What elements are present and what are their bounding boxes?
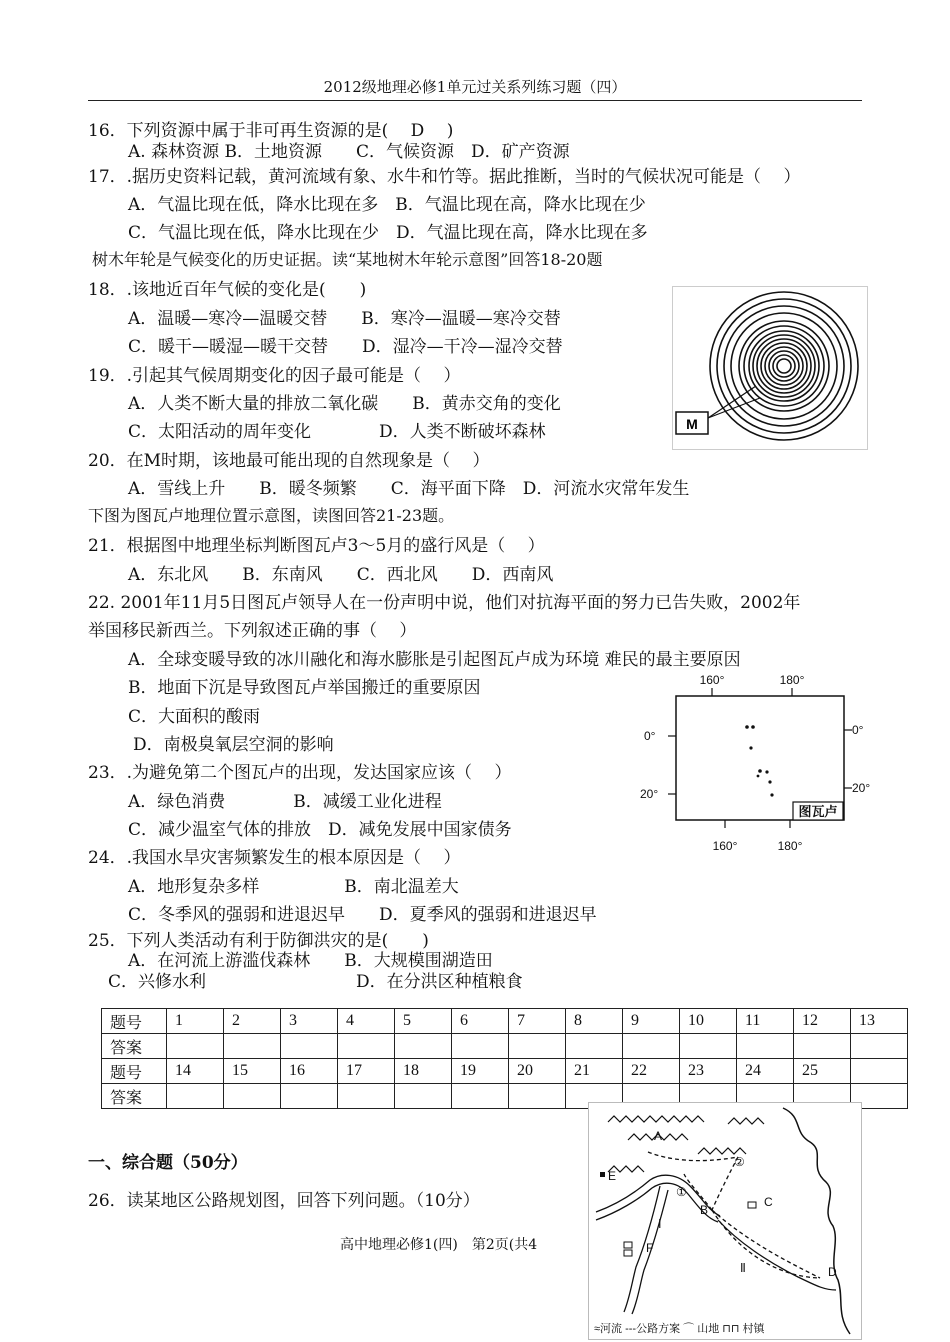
tree-ring-figure <box>672 286 868 450</box>
question-22-option-b: B．地面下沉是导致图瓦卢举国搬迁的重要原因 <box>128 678 481 698</box>
question-24-options-2: C．冬季风的强弱和进退迟早 D．夏季风的强弱和进退迟早 <box>128 905 597 925</box>
answer-cell <box>851 1034 908 1059</box>
answer-cell <box>623 1034 680 1059</box>
answer-cell <box>224 1084 281 1109</box>
lon-label-top-160: 160° <box>699 673 725 687</box>
question-24-options-1: A．地形复杂多样 B．南北温差大 <box>128 877 459 897</box>
question-17-options-2: C．气温比现在低，降水比现在少 D．气温比现在高，降水比现在多 <box>128 223 648 243</box>
point-f: F <box>646 1241 654 1255</box>
question-number-cell: 22 <box>623 1059 680 1084</box>
table-header-cell: 题号 <box>102 1009 167 1034</box>
point-a: A <box>654 1129 663 1143</box>
question-number-cell: 20 <box>509 1059 566 1084</box>
table-row <box>102 1059 908 1084</box>
question-16-stem: 16．下列资源中属于非可再生资源的是( D ) <box>88 121 454 141</box>
table-row <box>102 1009 908 1034</box>
question-21-stem: 21．根据图中地理坐标判断图瓦卢3～5月的盛行风是（ ） <box>88 536 545 556</box>
question-20-stem: 20．在M时期，该地最可能出现的自然现象是（ ） <box>88 451 490 471</box>
question-number-cell: 2 <box>224 1009 281 1034</box>
question-25-option-d: D．在分洪区种植粮食 <box>356 972 523 992</box>
lon-label-bottom-160: 160° <box>712 839 738 853</box>
question-number-cell: 17 <box>338 1059 395 1084</box>
point-b: B <box>700 1203 709 1217</box>
question-number-cell: 6 <box>452 1009 509 1034</box>
tuvalu-map-figure <box>630 670 880 860</box>
question-23-options-2: C．减少温室气体的排放 D．减免发展中国家债务 <box>128 820 512 840</box>
question-number-cell: 9 <box>623 1009 680 1034</box>
question-number-cell: 7 <box>509 1009 566 1034</box>
question-number-cell: 3 <box>281 1009 338 1034</box>
lon-label-bottom-180: 180° <box>777 839 803 853</box>
section-title: 一、综合题（50分） <box>88 1153 248 1173</box>
question-number-cell: 18 <box>395 1059 452 1084</box>
answer-cell <box>338 1084 395 1109</box>
question-number-cell: 10 <box>680 1009 737 1034</box>
answer-cell <box>167 1034 224 1059</box>
route-2-label: ② <box>734 1155 745 1169</box>
page-footer: 高中地理必修1(四) 第2页(共4 <box>340 1237 538 1253</box>
lat-label-left-0: 0° <box>644 729 656 743</box>
point-d: D <box>828 1265 837 1279</box>
answer-cell <box>452 1034 509 1059</box>
point-c: C <box>764 1195 773 1209</box>
question-23-stem: 23．.为避免第二个图瓦卢的出现，发达国家应该（ ） <box>88 763 512 783</box>
intro-21-23: 下图为图瓦卢地理位置示意图，读图回答21-23题。 <box>88 506 455 525</box>
road-plan-map-figure <box>588 1102 862 1340</box>
question-23-options-1: A．绿色消费 B．减缓工业化进程 <box>128 792 442 812</box>
lon-label-top-180: 180° <box>779 673 805 687</box>
answer-cell <box>680 1034 737 1059</box>
question-22-option-a: A．全球变暖导致的冰川融化和海水膨胀是引起图瓦卢成为环境 难民的最主要原因 <box>128 650 741 670</box>
answer-table <box>101 1008 908 1109</box>
question-number-cell: 19 <box>452 1059 509 1084</box>
answer-cell <box>452 1084 509 1109</box>
question-number-cell: 11 <box>737 1009 794 1034</box>
question-25-stem: 25．下列人类活动有利于防御洪灾的是( ) <box>88 931 429 951</box>
question-22-stem-1: 22. 2001年11月5日图瓦卢领导人在一份声明中说，他们对抗海平面的努力已告失败，2002年 <box>88 593 801 613</box>
question-number-cell: 23 <box>680 1059 737 1084</box>
route-ii-label: Ⅱ <box>740 1261 746 1275</box>
question-25-option-c: C．兴修水利 <box>108 972 207 992</box>
question-18-stem: 18．.该地近百年气候的变化是( ) <box>88 280 367 300</box>
question-number-cell: 4 <box>338 1009 395 1034</box>
answer-cell <box>509 1034 566 1059</box>
tuvalu-islands <box>745 725 773 796</box>
question-18-options-1: A．温暖—寒冷—温暖交替 B．寒冷—温暖—寒冷交替 <box>128 309 561 329</box>
question-number-cell <box>851 1059 908 1084</box>
answer-cell <box>338 1034 395 1059</box>
table-row <box>102 1034 908 1059</box>
question-18-options-2: C．暖干—暖湿—暖干交替 D．湿冷—干冷—湿冷交替 <box>128 337 563 357</box>
answer-cell <box>566 1034 623 1059</box>
answer-cell <box>281 1034 338 1059</box>
question-number-cell: 8 <box>566 1009 623 1034</box>
road-map-legend: ≈河流 ---公路方案 ⌒ 山地 ⊓⊓ 村镇 <box>594 1323 765 1335</box>
question-21-options: A．东北风 B．东南风 C．西北风 D．西南风 <box>128 565 554 585</box>
page-header: 2012级地理必修1单元过关系列练习题（四） <box>88 76 862 101</box>
lat-label-left-20: 20° <box>640 787 659 801</box>
question-number-cell: 25 <box>794 1059 851 1084</box>
question-16-options: A. 森林资源 B．土地资源 C．气候资源 D．矿产资源 <box>128 142 570 162</box>
question-number-cell: 12 <box>794 1009 851 1034</box>
question-20-options: A．雪线上升 B．暖冬频繁 C．海平面下降 D．河流水灾常年发生 <box>128 479 690 499</box>
tuvalu-label: 图瓦卢 <box>798 805 838 820</box>
answer-cell <box>395 1084 452 1109</box>
question-19-options-2: C．太阳活动的周年变化 D．人类不断破坏森林 <box>128 422 546 442</box>
question-number-cell: 21 <box>566 1059 623 1084</box>
question-19-options-1: A．人类不断大量的排放二氧化碳 B．黄赤交角的变化 <box>128 394 561 414</box>
question-24-stem: 24．.我国水旱灾害频繁发生的根本原因是（ ） <box>88 848 461 868</box>
answer-cell <box>794 1034 851 1059</box>
answer-cell <box>167 1084 224 1109</box>
question-number-cell: 14 <box>167 1059 224 1084</box>
question-19-stem: 19．.引起其气候周期变化的因子最可能是（ ） <box>88 366 461 386</box>
question-22-stem-2: 举国移民新西兰。下列叙述正确的事（ ） <box>88 621 417 641</box>
question-17-options-1: A．气温比现在低，降水比现在多 B．气温比现在高，降水比现在少 <box>128 195 646 215</box>
question-number-cell: 1 <box>167 1009 224 1034</box>
route-1-label: ① <box>676 1185 687 1199</box>
answer-cell <box>509 1084 566 1109</box>
table-header-cell: 答案 <box>102 1084 167 1109</box>
answer-cell <box>737 1034 794 1059</box>
question-26-stem: 26．读某地区公路规划图，回答下列问题。（10分） <box>88 1191 480 1211</box>
question-number-cell: 16 <box>281 1059 338 1084</box>
question-number-cell: 24 <box>737 1059 794 1084</box>
table-header-cell: 题号 <box>102 1059 167 1084</box>
question-22-option-d: D．南极臭氧层空洞的影响 <box>133 735 334 755</box>
intro-18-20: 树木年轮是气候变化的历史证据。读“某地树木年轮示意图”回答18-20题 <box>92 250 603 269</box>
question-22-option-c: C．大面积的酸雨 <box>128 707 261 727</box>
m-label: M <box>686 416 698 432</box>
question-25-options-1: A．在河流上游滥伐森林 B．大规模围湖造田 <box>128 951 493 971</box>
answer-cell <box>281 1084 338 1109</box>
lat-label-right-0: 0° <box>852 723 864 737</box>
answer-cell <box>224 1034 281 1059</box>
question-number-cell: 5 <box>395 1009 452 1034</box>
point-e: E <box>608 1169 617 1183</box>
table-header-cell: 答案 <box>102 1034 167 1059</box>
question-number-cell: 15 <box>224 1059 281 1084</box>
question-number-cell: 13 <box>851 1009 908 1034</box>
question-17-stem: 17．.据历史资料记载，黄河流域有象、水牛和竹等。据此推断，当时的气候状况可能是（ ） <box>88 167 801 187</box>
answer-cell <box>395 1034 452 1059</box>
route-i-label: Ⅰ <box>658 1217 662 1231</box>
lat-label-right-20: 20° <box>852 781 871 795</box>
